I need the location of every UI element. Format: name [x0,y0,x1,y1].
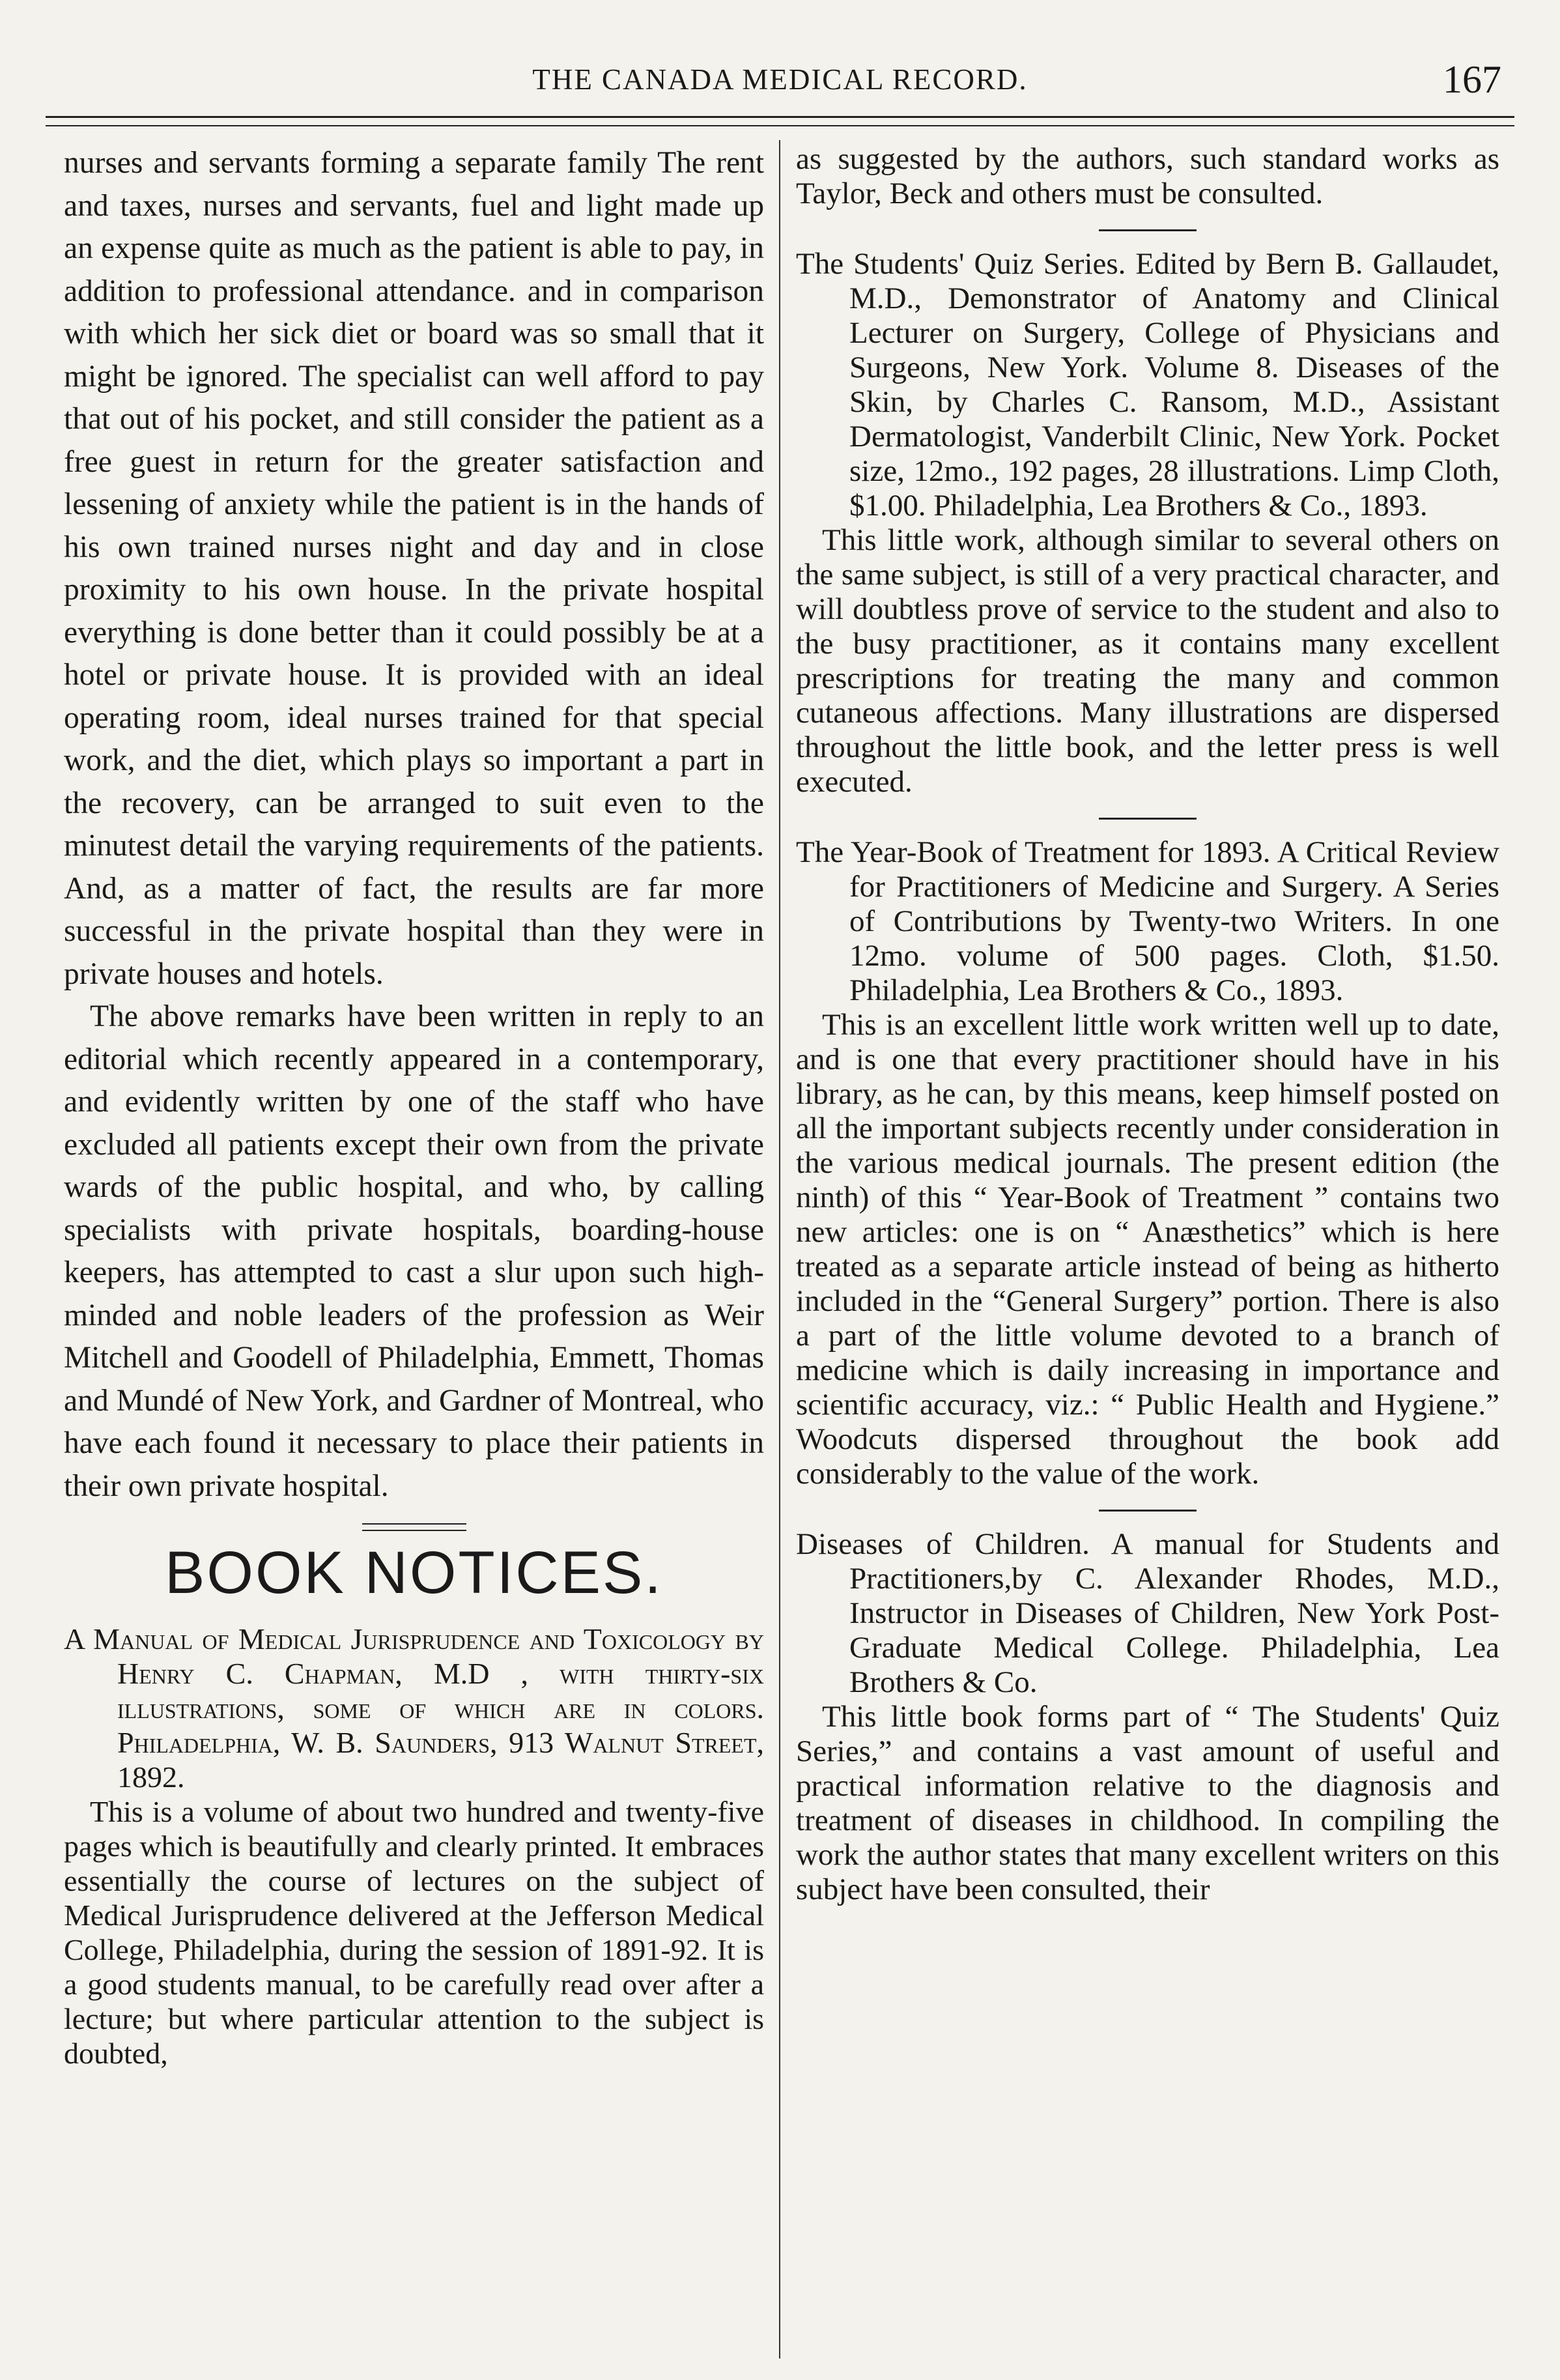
page-number: 167 [1443,58,1501,101]
book-entry-title: The Year-Book of Treatment for 1893. A Critical Review for Practitioners of Medicine and Surgery. A Series of Contributions by Twenty-two Writers. In one 12mo. volume of 500 pages. Cloth, $1.50. Philadelphia, Lea Brothers & Co., 1893. [796,835,1499,1007]
entry-divider [1099,229,1197,231]
running-title: THE CANADA MEDICAL RECORD. [532,63,1028,96]
entry-divider [1099,1510,1197,1512]
book-review: This little work, although similar to several others on the same subject, is still of a very practical character, and will doubtless prove of service to the student and also to the busy practitioner, as it contains many excellent prescriptions for treating the many and common cutaneous affections. Many illustrations are dispersed throughout the little book, and the letter press is well executed. [796,523,1499,799]
right-column [796,142,1499,2357]
book-review: This little book forms part of “ The Students' Quiz Series,” and contains a vast amount of useful and practical information relative to the diagnosis and treatment of diseases in childhood. In compiling the work the author states that many excellent writers on this subject have been consulted, their [796,1700,1499,1906]
body-paragraph: The above remarks have been written in reply to an editorial which recently appeared in a contemporary, and evidently written by one of the staff who have excluded all patients except their own from the private wards of the public hospital, and who, by calling specialists with private hospitals, boarding-house keepers, has attempted to cast a slur upon such high-minded and noble leaders of the profession as Weir Mitchell and Goodell of Philadelphia, Emmett, Thomas and Mundé of New York, and Gardner of Montreal, who have each found it necessary to place their patients in their own private hospital. [64,999,764,1503]
column-divider [779,140,780,2358]
body-paragraph: nurses and servants forming a separate family The rent and taxes, nurses and servants, fuel and light made up an expense quite as much as the patient is able to pay, in addition to professional attendance. and in comparison with which her sick diet or board was so small that it might be ignored. The specialist can well afford to pay that out of his pocket, and still consider the patient as a free guest in return for the greater satisfaction and lessening of anxiety while the patient is in the hands of his own trained nurses night and day and in close proximity to his own house. In the private hospital everything is done better than it could possibly be at a hotel or private house. It is provided with an ideal operating room, ideal nurses trained for that special work, and the diet, which plays so important a part in the recovery, can be arranged to suit even to the minutest detail the varying requirements of the patients. And, as a matter of fact, the results are far more successful in the private hospital than they were in private houses and hotels. [64,146,764,991]
left-column [64,142,764,2357]
page-header [59,58,1501,108]
book-entry-title: Diseases of Children. A manual for Students and Practitioners,by C. Alexander Rhodes, M.D., Instructor in Diseases of Children, New York Post-Graduate Medical College. Philadelphia, Lea Brothers & Co. [796,1527,1499,1699]
header-rule [46,116,1514,118]
book-review: This is an excellent little work written well up to date, and is one that every practitioner should have in his library, as he can, by this means, keep himself posted on all the important subjects recently under consideration in the various medical journals. The present edition (the ninth) of this “ Year-Book of Treatment ” contains two new articles: one is on “ Anæsthetics” which is here treated as a separate article instead of being as hitherto included in the “General Surgery” portion. There is also a part of the little volume devoted to a branch of medicine which is daily increasing in importance and scientific accuracy, viz.: “ Public Health and Hygiene.” Woodcuts dispersed throughout the book add considerably to the value of the work. [796,1008,1499,1491]
section-heading: BOOK NOTICES. [165,1540,663,1606]
book-entry-title: A Manual of Medical Jurisprudence and Toxicology by Henry C. Chapman, M.D , with thirty-six illustrations, some of which are in colors. Philadelphia, W. B. Saunders, 913 Walnut Street, 1892. [64,1622,764,1794]
body-paragraph: as suggested by the authors, such standard works as Taylor, Beck and others must be consulted. [796,142,1499,210]
book-review: This is a volume of about two hundred and twenty-five pages which is beautifully and clearly printed. It embraces essentially the course of lectures on the subject of Medical Jurisprudence delivered at the Jefferson Medical College, Philadelphia, during the session of 1891-92. It is a good students manual, to be carefully read over after a lecture; but where particular attention to the subject is doubted, [64,1795,764,2070]
book-entry-title: The Students' Quiz Series. Edited by Bern B. Gallaudet, M.D., Demonstrator of Anatomy and Clinical Lecturer on Surgery, College of Physicians and Surgeons, New York. Volume 8. Diseases of the Skin, by Charles C. Ransom, M.D., Assistant Dermatologist, Vanderbilt Clinic, New York. Pocket size, 12mo., 192 pages, 28 illustrations. Limp Cloth, $1.00. Philadelphia, Lea Brothers & Co., 1893. [796,247,1499,523]
entry-divider [1099,818,1197,820]
header-rule-thin [46,125,1514,126]
section-divider [362,1523,466,1531]
